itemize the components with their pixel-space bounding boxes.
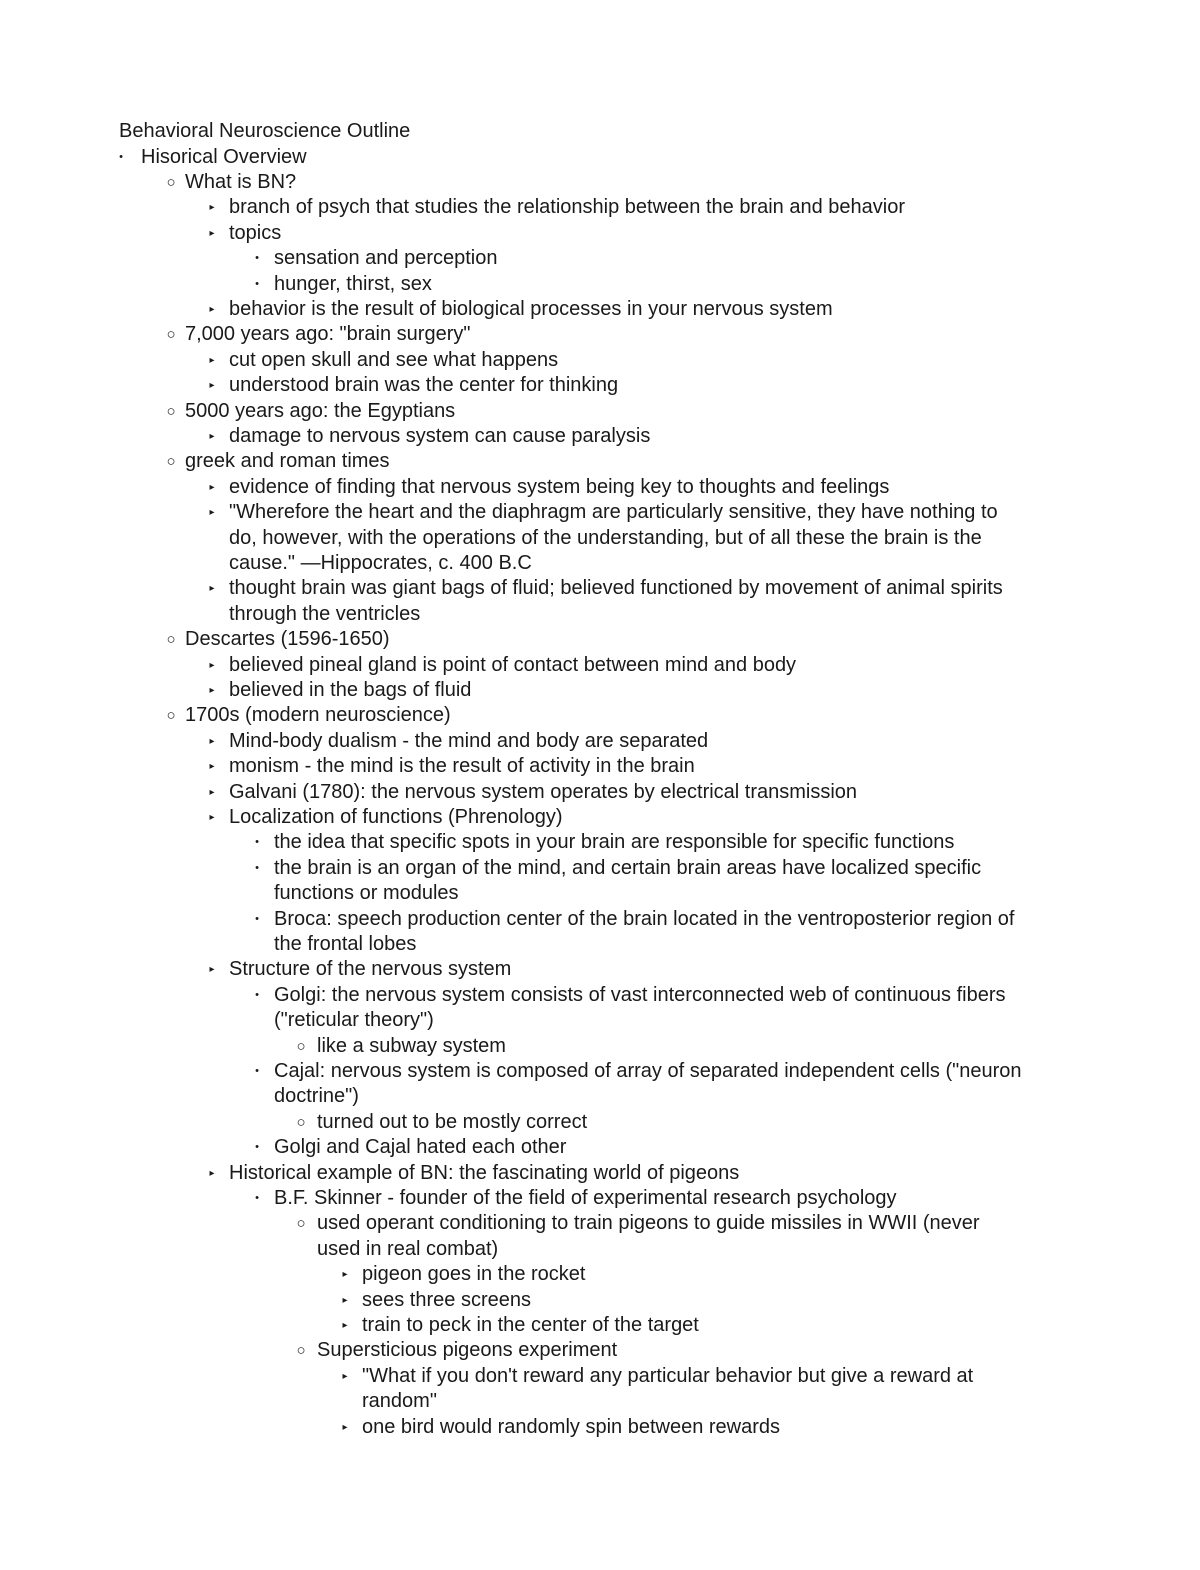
outline-item-text: Hisorical Overview	[141, 145, 307, 168]
document-title: Behavioral Neuroscience Outline	[119, 120, 411, 142]
outline-item-text: ("reticular theory")	[274, 1009, 434, 1032]
outline-item-text: Broca: speech production center of the brain located in the ventroposterior region of	[274, 907, 1015, 930]
bullet-arrow-icon: ▸	[209, 659, 215, 671]
outline-item-text: Galvani (1780): the nervous system operates by electrical transmission	[229, 780, 858, 803]
bullet-circle-icon: ○	[166, 173, 176, 191]
outline-item-text: the idea that specific spots in your brain are responsible for specific functions	[274, 831, 955, 854]
bullet-dot-icon: •	[255, 861, 259, 874]
bullet-circle-icon: ○	[166, 707, 176, 725]
outline-item-text: one bird would randomly spin between rewards	[362, 1415, 781, 1438]
bullet-arrow-icon: ▸	[209, 811, 215, 823]
outline-item-text: sensation and perception	[274, 247, 498, 270]
outline-item-text: Golgi and Cajal hated each other	[274, 1136, 567, 1159]
bullet-dot-icon: •	[255, 1141, 259, 1154]
bullet-dot-icon: •	[255, 1191, 259, 1204]
outline-item-text: damage to nervous system can cause paralysis	[229, 424, 651, 447]
bullet-arrow-icon: ▸	[209, 684, 215, 696]
outline-item-text: Historical example of BN: the fascinating world of pigeons	[229, 1161, 740, 1184]
bullet-circle-icon: ○	[166, 402, 176, 420]
bullet-dot-icon: •	[255, 836, 259, 849]
bullet-dot-icon: •	[255, 988, 259, 1001]
outline-item-text: believed pineal gland is point of contact between mind and body	[229, 653, 797, 676]
outline-item-text: sees three screens	[362, 1288, 531, 1311]
outline-item-text: Golgi: the nervous system consists of vast interconnected web of continuous fibers	[274, 983, 1006, 1006]
bullet-circle-icon: ○	[296, 1113, 306, 1131]
bullet-arrow-icon: ▸	[342, 1319, 348, 1331]
outline-item-text: 1700s (modern neuroscience)	[185, 704, 451, 727]
outline-item-text: 5000 years ago: the Egyptians	[185, 399, 456, 422]
outline-item-text: 7,000 years ago: "brain surgery"	[185, 323, 471, 346]
outline-item-text: Cajal: nervous system is composed of array of separated independent cells ("neuron	[274, 1059, 1022, 1082]
bullet-circle-icon: ○	[166, 326, 176, 344]
bullet-arrow-icon: ▸	[209, 430, 215, 442]
outline-item-text: cause." —Hippocrates, c. 400 B.C	[229, 551, 532, 574]
outline-item-text: branch of psych that studies the relationship between the brain and behavior	[229, 196, 905, 219]
outline-item-text: cut open skull and see what happens	[229, 348, 559, 371]
bullet-circle-icon: ○	[166, 631, 176, 649]
outline-item-text: used operant conditioning to train pigeons to guide missiles in WWII (never	[317, 1212, 980, 1235]
bullet-arrow-icon: ▸	[209, 964, 215, 976]
bullet-arrow-icon: ▸	[209, 735, 215, 747]
outline-item-text: B.F. Skinner - founder of the field of experimental research psychology	[274, 1186, 897, 1209]
outline-item-text: evidence of finding that nervous system being key to thoughts and feelings	[229, 475, 890, 498]
bullet-arrow-icon: ▸	[342, 1370, 348, 1382]
bullet-arrow-icon: ▸	[209, 354, 215, 366]
outline-item-text: hunger, thirst, sex	[274, 272, 432, 295]
outline-item-text: pigeon goes in the rocket	[362, 1263, 586, 1286]
bullet-circle-icon: ○	[296, 1342, 306, 1360]
bullet-arrow-icon: ▸	[209, 583, 215, 595]
bullet-dot-icon: •	[119, 150, 123, 163]
outline-item-text: greek and roman times	[185, 450, 390, 473]
bullet-dot-icon: •	[255, 277, 259, 290]
bullet-dot-icon: •	[255, 252, 259, 265]
bullet-circle-icon: ○	[166, 453, 176, 471]
outline-item-text: functions or modules	[274, 882, 459, 905]
outline-item-text: do, however, with the operations of the understanding, but of all these the brain is the	[229, 526, 982, 549]
outline-item-text: the frontal lobes	[274, 932, 417, 955]
outline-item-text: random"	[362, 1390, 437, 1413]
bullet-arrow-icon: ▸	[209, 761, 215, 773]
bullet-arrow-icon: ▸	[209, 227, 215, 239]
outline-item-text: behavior is the result of biological processes in your nervous system	[229, 297, 833, 320]
bullet-arrow-icon: ▸	[209, 380, 215, 392]
bullet-dot-icon: •	[255, 912, 259, 925]
outline-item-text: used in real combat)	[317, 1237, 499, 1260]
bullet-arrow-icon: ▸	[209, 1167, 215, 1179]
outline-item-text: turned out to be mostly correct	[317, 1110, 588, 1133]
outline-item-text: the brain is an organ of the mind, and certain brain areas have localized specific	[274, 856, 982, 879]
outline-item-text: Localization of functions (Phrenology)	[229, 805, 563, 828]
bullet-arrow-icon: ▸	[209, 481, 215, 493]
outline-item-text: Mind-body dualism - the mind and body are separated	[229, 729, 709, 752]
outline-item-text: "Wherefore the heart and the diaphragm are particularly sensitive, they have nothing to	[229, 501, 998, 524]
outline-item-text: topics	[229, 221, 282, 244]
outline-item-text: like a subway system	[317, 1034, 506, 1057]
bullet-arrow-icon: ▸	[342, 1421, 348, 1433]
bullet-arrow-icon: ▸	[342, 1269, 348, 1281]
bullet-circle-icon: ○	[296, 1215, 306, 1233]
outline-item-text: train to peck in the center of the target	[362, 1313, 699, 1336]
outline-item-text: thought brain was giant bags of fluid; believed functioned by movement of animal spirits	[229, 577, 1003, 600]
bullet-arrow-icon: ▸	[342, 1294, 348, 1306]
outline-item-text: "What if you don't reward any particular behavior but give a reward at	[362, 1364, 974, 1387]
outline-item-text: Descartes (1596-1650)	[185, 628, 390, 651]
bullet-arrow-icon: ▸	[209, 507, 215, 519]
bullet-dot-icon: •	[255, 1064, 259, 1077]
outline-item-text: understood brain was the center for thinking	[229, 374, 619, 397]
outline-item-text: doctrine")	[274, 1085, 359, 1108]
outline-item-text: Structure of the nervous system	[229, 958, 512, 981]
outline-item-text: believed in the bags of fluid	[229, 678, 472, 701]
bullet-circle-icon: ○	[296, 1037, 306, 1055]
outline-item-text: What is BN?	[185, 170, 297, 193]
outline-item-text: Supersticious pigeons experiment	[317, 1339, 618, 1362]
outline-item-text: through the ventricles	[229, 602, 421, 625]
bullet-arrow-icon: ▸	[209, 303, 215, 315]
outline-item-text: monism - the mind is the result of activity in the brain	[229, 755, 695, 778]
bullet-arrow-icon: ▸	[209, 786, 215, 798]
bullet-arrow-icon: ▸	[209, 202, 215, 214]
